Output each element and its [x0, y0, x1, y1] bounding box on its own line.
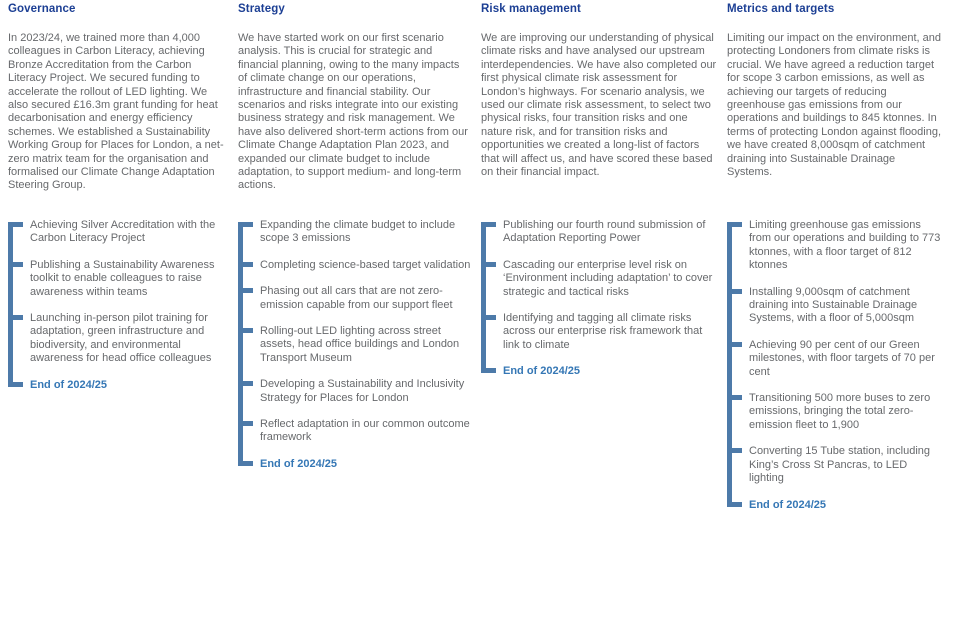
- timeline-end-label: End of 2024/25: [260, 458, 471, 471]
- milestone-text: Cascading our enterprise level risk on ‘Environment including adaptation’ to cover strategic and tactical risks: [503, 258, 713, 298]
- milestone-text: Reflect adaptation in our common outcome framework: [260, 418, 470, 444]
- milestone-text: Publishing our fourth round submission of Adaptation Reporting Power: [503, 219, 706, 245]
- milestone-text: Identifying and tagging all climate risks across our enterprise risk framework that link to climate: [503, 312, 703, 351]
- strategy-summary-block: [238, 3, 471, 219]
- risk-management-summary-block: [481, 3, 717, 219]
- timeline-end-label: End of 2024/25: [503, 365, 717, 378]
- milestone-item: [260, 219, 471, 246]
- milestone-item: [503, 312, 717, 352]
- milestone-text: Completing science-based target validation: [260, 258, 471, 271]
- milestone-text: Converting 15 Tube station, including King’s Cross St Pancras, to LED lighting: [749, 445, 931, 485]
- milestone-item: [749, 339, 943, 379]
- milestone-text: Phasing out all cars that are not zero-emission capable from our support fleet: [260, 285, 453, 311]
- milestone-item: [260, 259, 471, 272]
- milestone-item: [749, 286, 943, 326]
- governance-summary-block: [8, 3, 228, 219]
- milestone-text: Publishing a Sustainability Awareness toolkit to enable colleagues to raise awareness within teams: [30, 258, 215, 298]
- column-metrics-and-targets: [727, 3, 953, 512]
- strategy-heading: Strategy: [238, 3, 285, 15]
- milestone-item: [260, 285, 471, 312]
- milestone-item: [503, 219, 717, 246]
- milestone-text: Developing a Sustainability and Inclusivity Strategy for Places for London: [260, 378, 465, 404]
- risk-management-paragraph: We are improving our understanding of physical climate risks and have analysed our upstream interdependencies. We have also completed our first physical climate risk assessment for London’s highways. For scenario analysis, we used our climate risk assessment, to select two physical risks, four transition risks and one nature risk, and for transition risks and opportunities we created a long-list of factors that will affect us, and have scored these based on their financial impact.: [481, 32, 717, 179]
- milestone-item: [260, 418, 471, 445]
- metrics-summary-block: [727, 3, 943, 219]
- risk-management-heading: Risk management: [481, 3, 581, 15]
- timeline-end-label: End of 2024/25: [30, 379, 228, 392]
- milestone-item: [30, 219, 228, 246]
- milestone-text: Rolling-out LED lighting across street assets, head office buildings and London Transport Museum: [260, 325, 460, 364]
- risk-management-milestone-timeline: [481, 219, 717, 379]
- milestone-item: [749, 219, 943, 273]
- milestone-item: [503, 259, 717, 299]
- milestone-text: Installing 9,000sqm of catchment draining into Sustainable Drainage Systems, with a floor of 5,000sqm: [749, 285, 918, 325]
- milestone-text: Transitioning 500 more buses to zero emissions, bringing the total zero-emission fleet to 1,900: [749, 392, 931, 431]
- metrics-paragraph: Limiting our impact on the environment, and protecting Londoners from climate risks is crucial. We have agreed a reduction target for scope 3 carbon emissions, as well as achieving our targets of reducing greenhouse gas emissions from our operations and buildings to 845 ktonnes. In terms of protecting London against flooding, we have created 8,000sqm of catchment draining into Sustainable Drainage Systems.: [727, 32, 942, 179]
- timeline-end-label: End of 2024/25: [749, 499, 943, 512]
- milestone-item: [260, 378, 471, 405]
- column-governance: [8, 3, 238, 512]
- milestone-text: Launching in-person pilot training for adaptation, green infrastructure and biodiversity, and environmental awareness for head office colleagues: [30, 312, 212, 365]
- column-strategy: [238, 3, 481, 512]
- strategy-paragraph: We have started work on our first scenario analysis. This is crucial for strategic and financial planning, owing to the many impacts of climate change on our operations, infrastructure and financial stability. Our scenarios and risks integrate into our existing business strategy and risk management. We have also delivered short-term actions from our Climate Change Adaptation Plan 2023, and expanded our climate budget to include adaptation, to support medium- and long-term actions.: [238, 32, 468, 192]
- governance-heading: Governance: [8, 3, 76, 15]
- milestone-text: Achieving Silver Accreditation with the Carbon Literacy Project: [30, 219, 216, 245]
- governance-milestone-timeline: [8, 219, 228, 392]
- column-risk-management: [481, 3, 727, 512]
- milestone-item: [749, 445, 943, 485]
- milestone-text: Limiting greenhouse gas emissions from our operations and building to 773 ktonnes, with a floor target of 812 ktonnes: [749, 219, 941, 272]
- milestone-item: [749, 392, 943, 432]
- milestone-text: Achieving 90 per cent of our Green milestones, with floor targets of 70 per cent: [749, 338, 935, 378]
- milestone-item: [260, 325, 471, 365]
- metrics-heading: Metrics and targets: [727, 3, 835, 15]
- milestone-item: [30, 259, 228, 299]
- milestone-item: [30, 312, 228, 366]
- governance-paragraph: In 2023/24, we trained more than 4,000 colleagues in Carbon Literacy, achieving Bronze Accreditation from the Carbon Literacy Project. We secured funding to accelerate the rollout of LED lighting. We also secured £16.3m grant funding for heat decarbonisation and energy efficiency schemes. We established a Sustainability Working Group for Places for London, a net-zero matrix team for the organisation and formalised our Climate Change Adaptation Steering Group.: [8, 32, 224, 192]
- metrics-milestone-timeline: [727, 219, 943, 512]
- strategy-milestone-timeline: [238, 219, 471, 471]
- milestone-text: Expanding the climate budget to include scope 3 emissions: [260, 219, 456, 245]
